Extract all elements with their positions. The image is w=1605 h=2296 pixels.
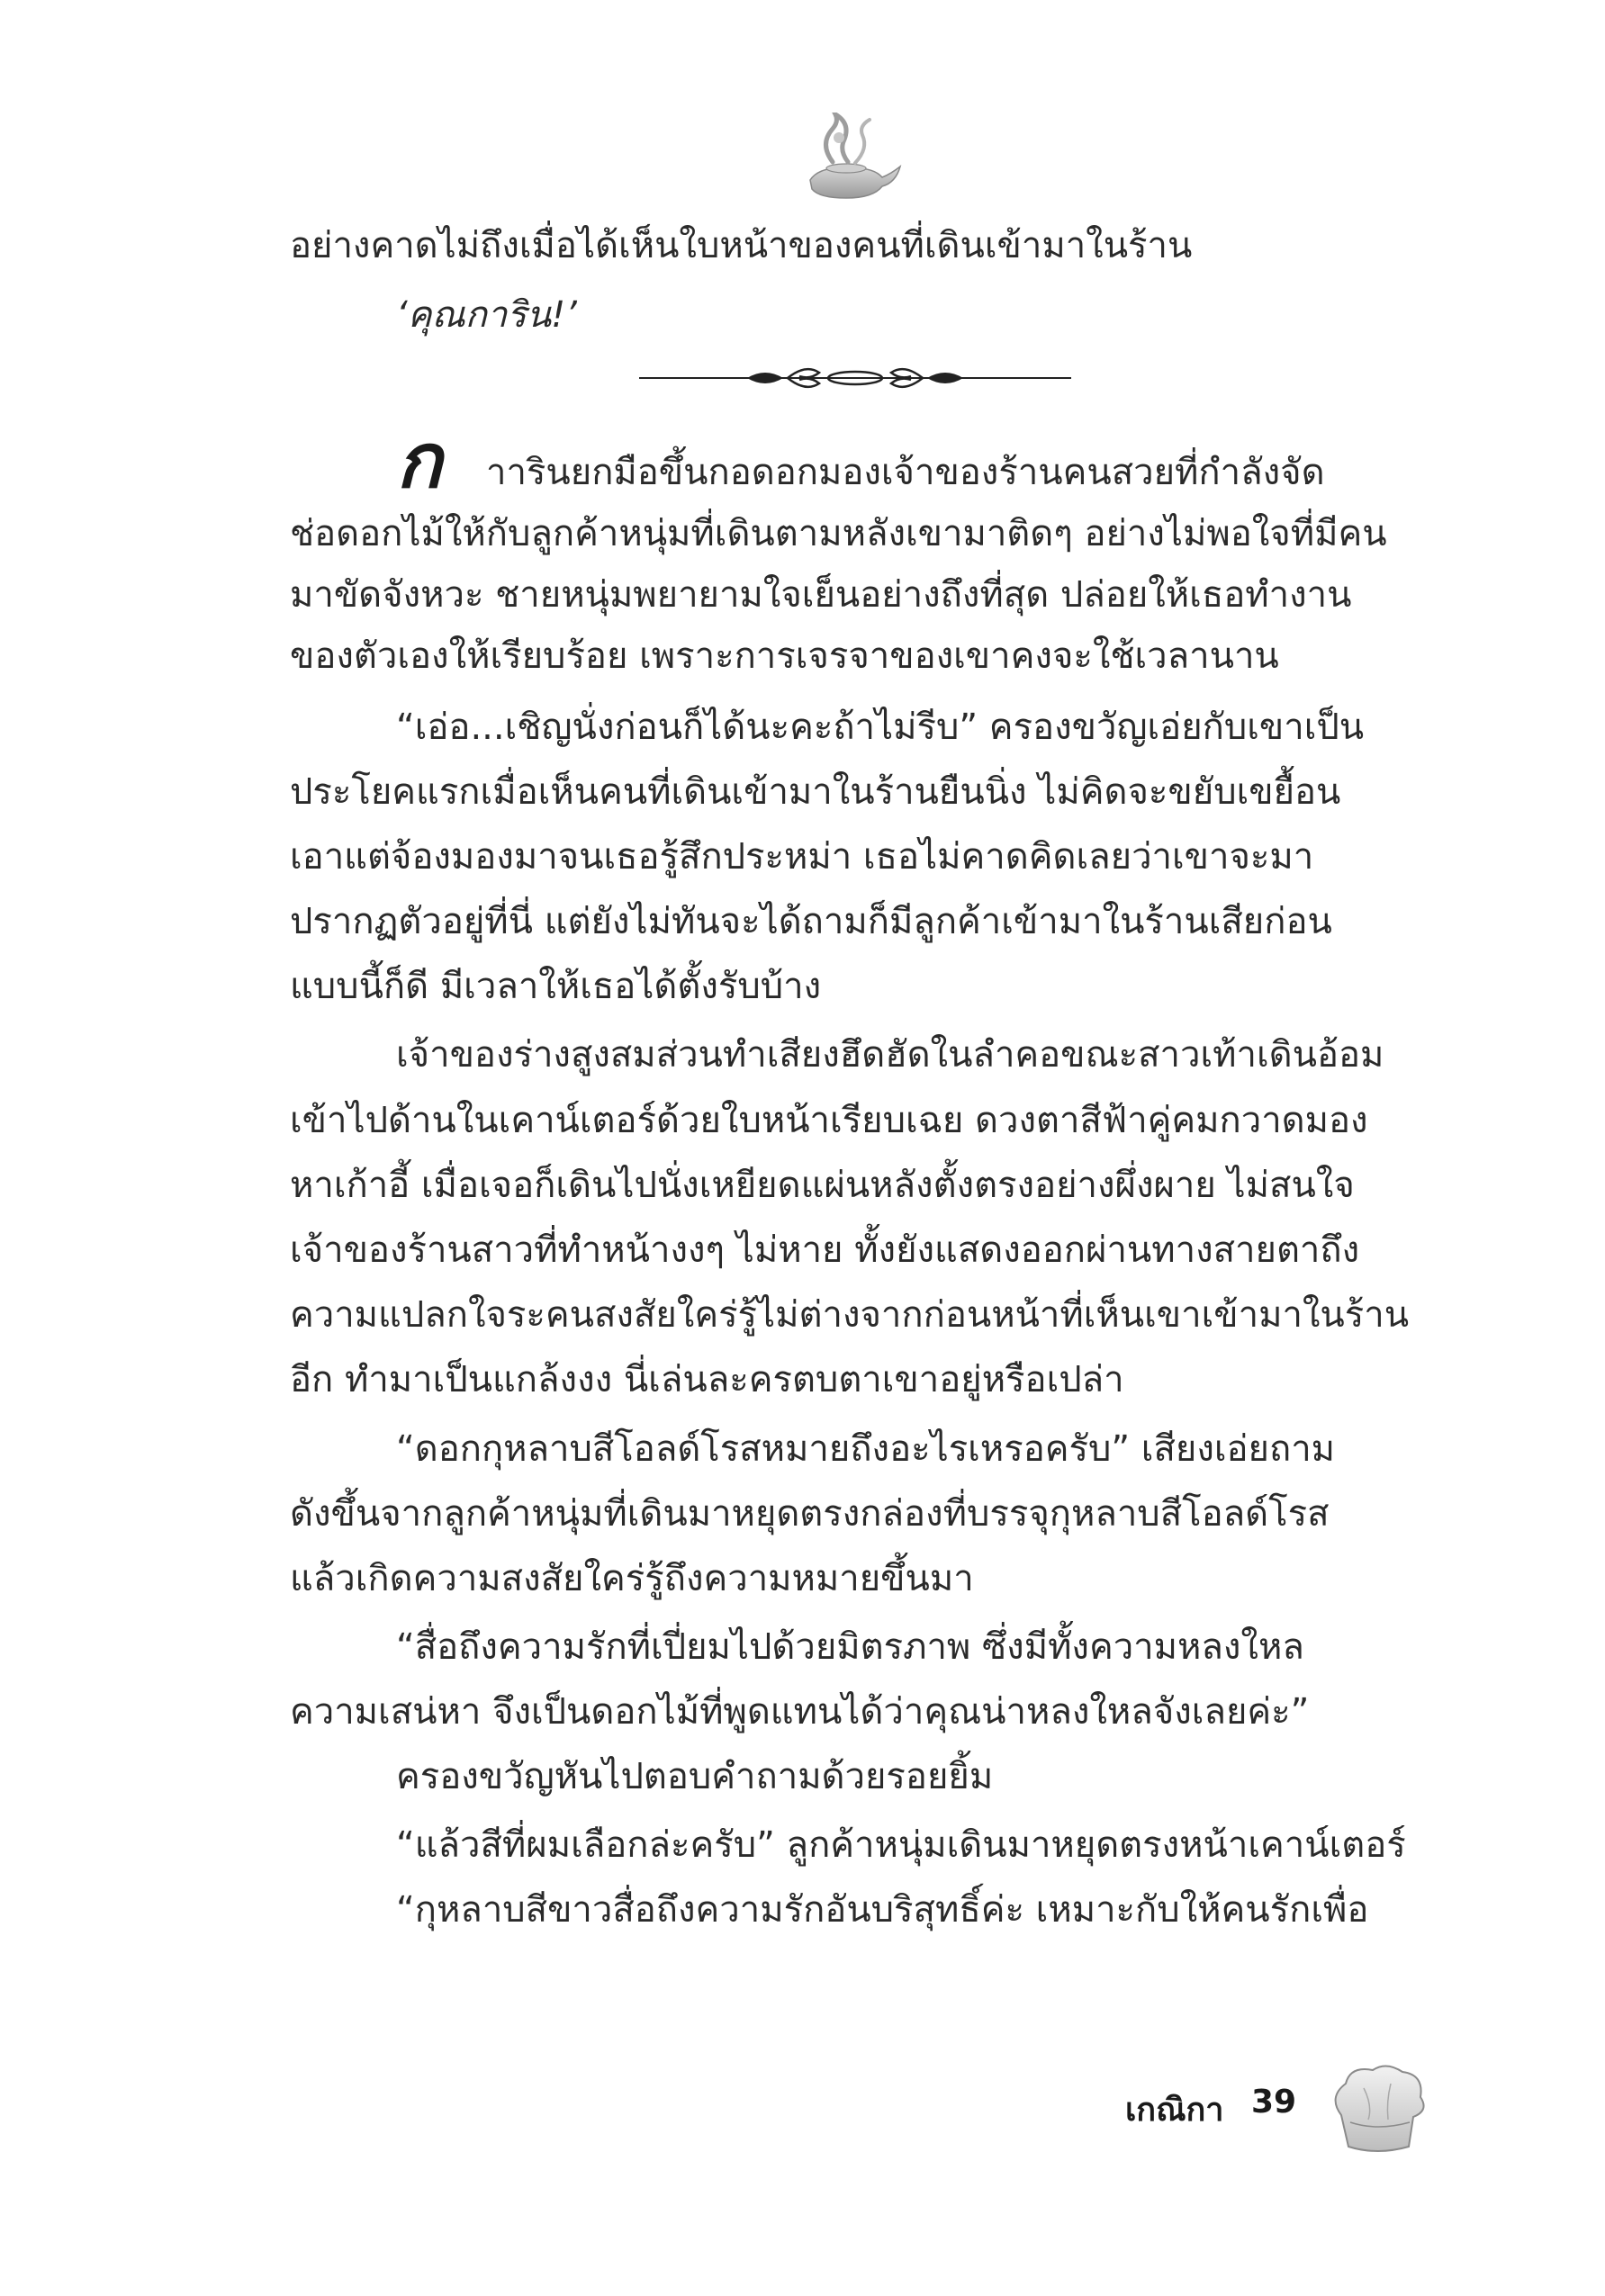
text-line: เอาแต่จ้องมองมาจนเธอรู้สึกประหม่า เธอไม่คาดคิดเลยว่าเขาจะมา bbox=[290, 836, 1314, 878]
text-line: “สื่อถึงความรักที่เปี่ยมไปด้วยมิตรภาพ ซึ่งมีทั้งความหลงใหล bbox=[396, 1626, 1304, 1668]
text-line: “กุหลาบสีขาวสื่อถึงความรักอันบริสุทธิ์ค่ะ เหมาะกับให้คนรักเพื่อ bbox=[396, 1889, 1369, 1931]
text-line: มาขัดจังหวะ ชายหนุ่มพยายามใจเย็นอย่างถึงที่สุด ปล่อยให้เธอทำงาน bbox=[290, 574, 1352, 616]
drop-cap: ก bbox=[396, 417, 442, 505]
text-line: อย่างคาดไม่ถึงเมื่อได้เห็นใบหน้าของคนที่เดินเข้ามาในร้าน bbox=[290, 225, 1193, 266]
text-line: ความเสน่หา จึงเป็นดอกไม้ที่พูดแทนได้ว่าคุณน่าหลงใหลจังเลยค่ะ” bbox=[290, 1691, 1310, 1733]
text-line: “ดอกกุหลาบสีโอลด์โรสหมายถึงอะไรเหรอครับ” เสียงเอ่ยถาม bbox=[396, 1428, 1336, 1470]
text-line: ‘คุณการิน!’ bbox=[396, 294, 577, 336]
text-line: “แล้วสีที่ผมเลือกล่ะครับ” ลูกค้าหนุ่มเดินมาหยุดตรงหน้าเคาน์เตอร์ bbox=[396, 1824, 1406, 1866]
text-line: ดังขึ้นจากลูกค้าหนุ่มที่เดินมาหยุดตรงกล่องที่บรรจุกุหลาบสีโอลด์โรส bbox=[290, 1493, 1330, 1535]
text-line: ปรากฏตัวอยู่ที่นี่ แต่ยังไม่ทันจะได้ถามก็มีลูกค้าเข้ามาในร้านเสียก่อน bbox=[290, 901, 1332, 942]
text-line: ของตัวเองให้เรียบร้อย เพราะการเจรจาของเขาคงจะใช้เวลานาน bbox=[290, 635, 1279, 677]
text-line: เข้าไปด้านในเคาน์เตอร์ด้วยใบหน้าเรียบเฉย ดวงตาสีฟ้าคู่คมกวาดมอง bbox=[290, 1100, 1368, 1141]
text-line: “เอ่อ...เชิญนั่งก่อนก็ได้นะคะถ้าไม่รีบ” ครองขวัญเอ่ยกับเขาเป็น bbox=[396, 707, 1365, 748]
running-title: เกณิกา bbox=[1125, 2092, 1224, 2129]
teapot-ornament-icon bbox=[792, 113, 909, 203]
text-line: ครองขวัญหันไปตอบคำถามด้วยรอยยิ้ม bbox=[396, 1756, 994, 1797]
text-line: ประโยคแรกเมื่อเห็นคนที่เดินเข้ามาในร้านยืนนิ่ง ไม่คิดจะขยับเขยื้อน bbox=[290, 771, 1341, 813]
text-line: หาเก้าอี้ เมื่อเจอก็เดินไปนั่งเหยียดแผ่นหลังตั้งตรงอย่างผึ่งผาย ไม่สนใจ bbox=[290, 1165, 1355, 1206]
text-line: ความแปลกใจระคนสงสัยใคร่รู้ไม่ต่างจากก่อนหน้าที่เห็นเขาเข้ามาในร้าน bbox=[290, 1294, 1410, 1336]
flourish-divider-icon bbox=[639, 360, 1071, 396]
text-line: าารินยกมือขึ้นกอดอกมองเจ้าของร้านคนสวยที่กำลังจัด bbox=[486, 452, 1325, 493]
text-line: อีก ทำมาเป็นแกล้งงง นี่เล่นละครตบตาเขาอยู่หรือเปล่า bbox=[290, 1359, 1124, 1400]
text-line: แบบนี้ก็ดี มีเวลาให้เธอได้ตั้งรับบ้าง bbox=[290, 966, 822, 1007]
text-line: เจ้าของร่างสูงสมส่วนทำเสียงฮึดฮัดในลำคอขณะสาวเท้าเดินอ้อม bbox=[396, 1034, 1384, 1076]
text-line: แล้วเกิดความสงสัยใคร่รู้ถึงความหมายขึ้นมา bbox=[290, 1558, 974, 1599]
chef-hat-icon bbox=[1323, 2061, 1431, 2160]
page-number: 39 bbox=[1251, 2084, 1297, 2120]
text-line: ช่อดอกไม้ให้กับลูกค้าหนุ่มที่เดินตามหลังเขามาติดๆ อย่างไม่พอใจที่มีคน bbox=[290, 513, 1387, 554]
text-line: เจ้าของร้านสาวที่ทำหน้างงๆ ไม่หาย ทั้งยังแสดงออกผ่านทางสายตาถึง bbox=[290, 1229, 1360, 1271]
